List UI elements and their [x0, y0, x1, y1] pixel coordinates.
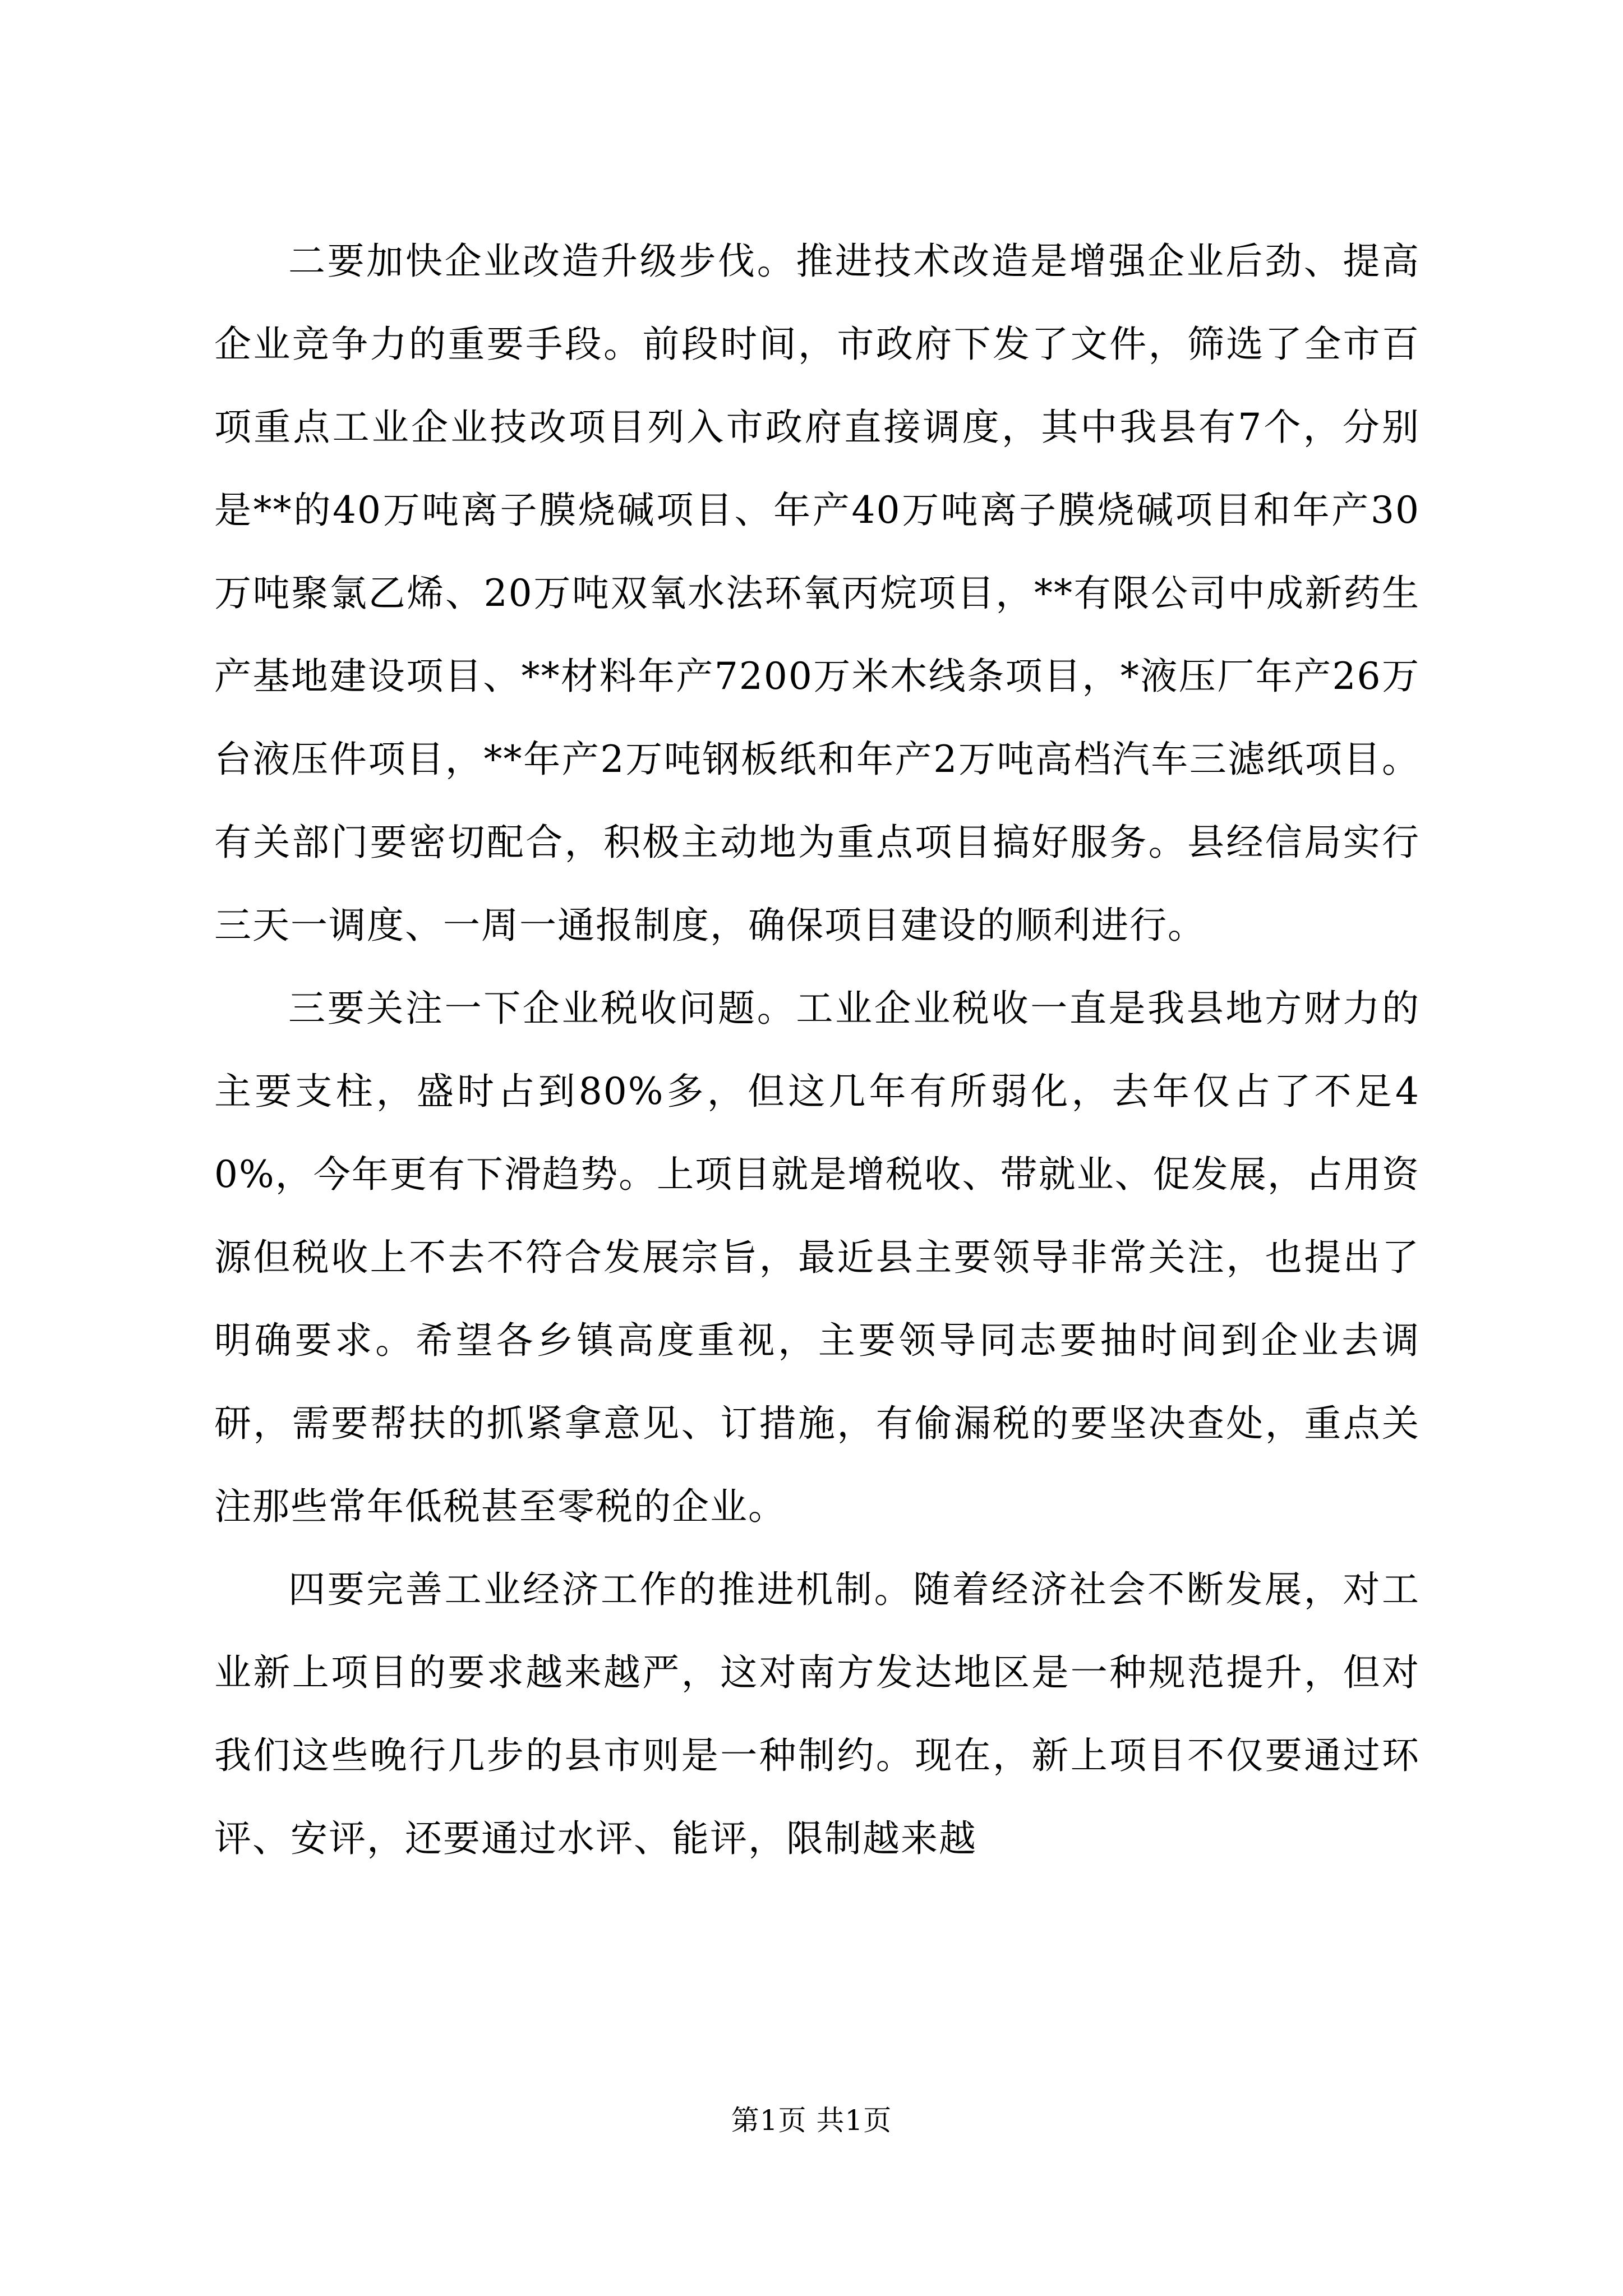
- document-body: [214, 220, 1420, 1880]
- page-footer: 第1页 共1页: [731, 2104, 892, 2137]
- paragraph-tech-upgrade: 二要加快企业改造升级步伐。推进技术改造是增强企业后劲、提高企业竞争力的重要手段。前段时间，市政府下发了文件，筛选了全市百项重点工业企业技改项目列入市政府直接调度，其中我县有7个，分别是**的40万吨离子膜烧碱项目、年产40万吨离子膜烧碱项目和年产30万吨聚氯乙烯、20万吨双氧水法环氧丙烷项目，**有限公司中成新药生产基地建设项目、**材料年产7200万米木线条项目，*液压厂年产26万台液压件项目，**年产2万吨钢板纸和年产2万吨高档汽车三滤纸项目。有关部门要密切配合，积极主动地为重点项目搞好服务。县经信局实行三天一调度、一周一通报制度，确保项目建设的顺利进行。: [214, 240, 1420, 947]
- paragraph-mechanism: 四要完善工业经济工作的推进机制。随着经济社会不断发展，对工业新上项目的要求越来越严，这对南方发达地区是一种规范提升，但对我们这些晚行几步的县市则是一种制约。现在，新上项目不仅要通过环评、安评，还要通过水评、能评，限制越来越: [214, 1568, 1420, 1860]
- paragraph-tax-issue: 三要关注一下企业税收问题。工业企业税收一直是我县地方财力的主要支柱，盛时占到80%多，但这几年有所弱化，去年仅占了不足40%，今年更有下滑趋势。上项目就是增税收、带就业、促发展，占用资源但税收上不去不符合发展宗旨，最近县主要领导非常关注，也提出了明确要求。希望各乡镇高度重视，主要领导同志要抽时间到企业去调研，需要帮扶的抓紧拿意见、订措施，有偷漏税的要坚决查处，重点关注那些常年低税甚至零税的企业。: [214, 987, 1420, 1528]
